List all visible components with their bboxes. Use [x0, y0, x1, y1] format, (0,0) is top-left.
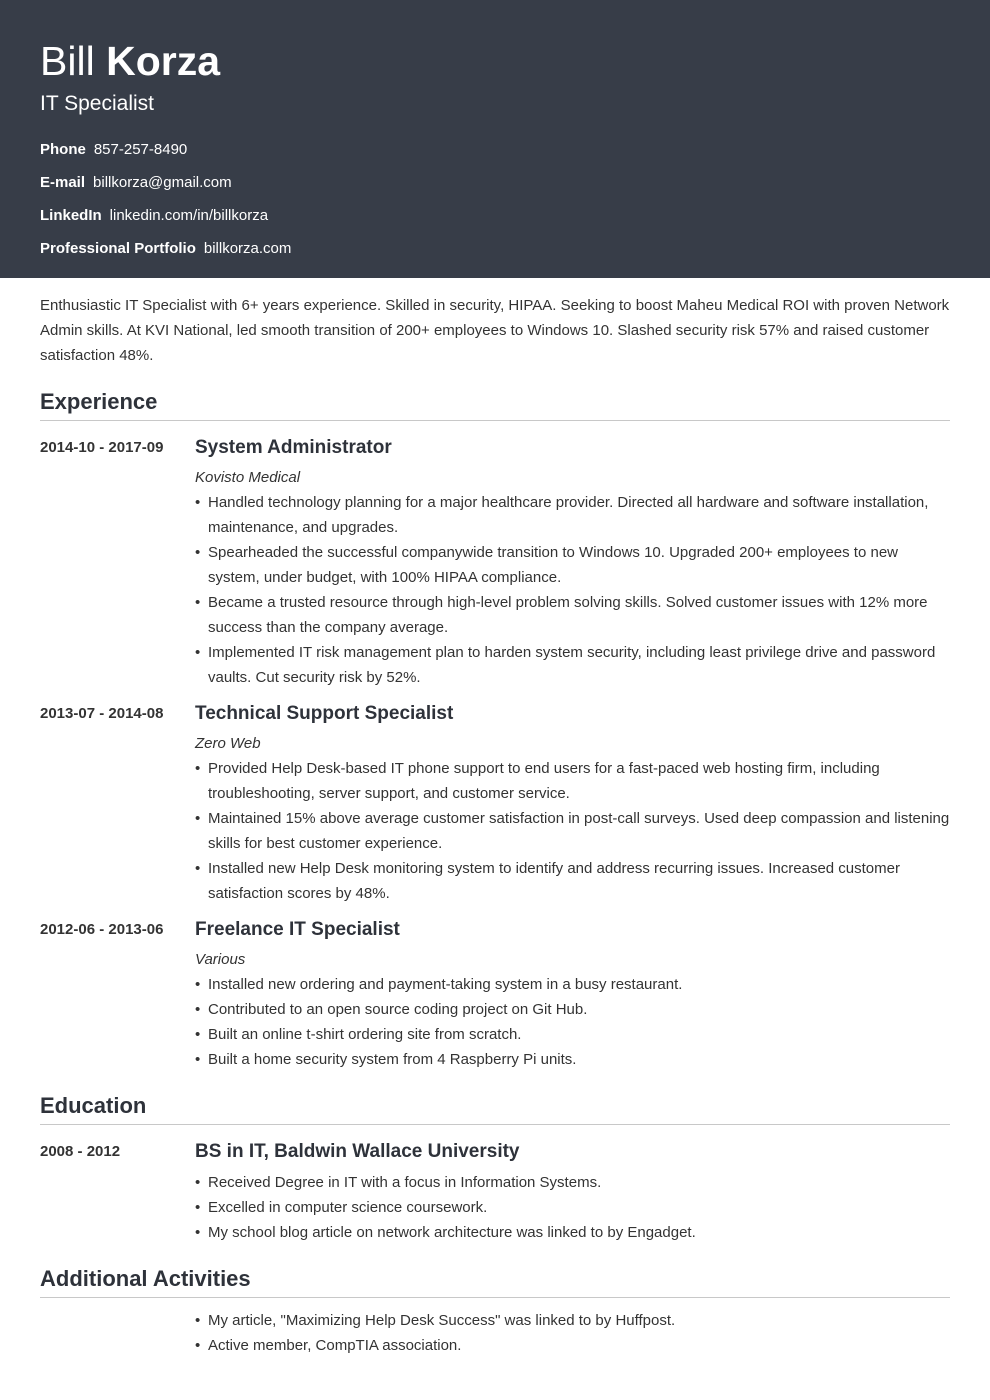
education-bullets — [195, 1170, 950, 1245]
job-entry — [40, 434, 950, 690]
contact-label: Phone — [40, 141, 86, 158]
contact-linkedin — [40, 199, 950, 232]
job-dates: 2012-06 - 2013-06 — [40, 921, 164, 938]
job-dates: 2013-07 - 2014-08 — [40, 705, 164, 722]
list-item: • Installed new Help Desk monitoring system to identify and address recurring issues. Increased customer satisfaction scores by 48%. — [195, 856, 950, 906]
contact-list — [40, 133, 950, 265]
job-role: System Administrator — [195, 437, 392, 458]
list-item: • My article, "Maximizing Help Desk Success" was linked to by Huffpost. — [195, 1308, 950, 1333]
contact-label: E-mail — [40, 174, 86, 191]
list-item: • Excelled in computer science coursework. — [195, 1195, 950, 1220]
list-item: • Received Degree in IT with a focus in Information Systems. — [195, 1170, 950, 1195]
contact-value[interactable]: billkorza@gmail.com — [93, 174, 232, 191]
list-item: • Became a trusted resource through high-level problem solving skills. Solved customer issues with 12% more success than the company average. — [195, 590, 950, 640]
job-bullets — [195, 756, 950, 906]
list-item: • Implemented IT risk management plan to harden system security, including least privilege drive and password vaults. Cut security risk by 52%. — [195, 640, 950, 690]
list-item: • Built a home security system from 4 Raspberry Pi units. — [195, 1047, 950, 1072]
section-heading: Additional Activities — [40, 1265, 950, 1298]
last-name: Korza — [106, 38, 221, 84]
activities-bullets — [195, 1308, 950, 1358]
contact-label: LinkedIn — [40, 207, 102, 224]
list-item: • Spearheaded the successful companywide transition to Windows 10. Upgraded 200+ employees to new system, under budget, with 100% HIPAA compliance. — [195, 540, 950, 590]
resume-header — [0, 0, 990, 278]
job-entry — [40, 916, 950, 1072]
contact-label: Professional Portfolio — [40, 240, 196, 257]
job-role: Freelance IT Specialist — [195, 919, 400, 940]
job-org: Kovisto Medical — [195, 469, 301, 486]
job-role: Technical Support Specialist — [195, 703, 454, 724]
summary: Enthusiastic IT Specialist with 6+ years experience. Skilled in security, HIPAA. Seeking to boost Maheu Medical ROI with proven Network Admin skills. At KVI National, led smooth transition of 200+ employees to Windows 10. Slashed security risk 57% and raised customer satisfaction 48%. — [40, 297, 950, 364]
job-bullets — [195, 972, 950, 1072]
job-org: Zero Web — [195, 735, 261, 752]
section-heading: Experience — [40, 388, 950, 421]
contact-value[interactable]: 857-257-8490 — [93, 141, 188, 158]
resume-body — [0, 293, 990, 1358]
activities-section — [40, 1265, 950, 1358]
education-degree: BS in IT, Baldwin Wallace University — [195, 1141, 520, 1162]
list-item: • Built an online t-shirt ordering site from scratch. — [195, 1022, 950, 1047]
education-section — [40, 1092, 950, 1245]
list-item: • Maintained 15% above average customer satisfaction in post-call surveys. Used deep compassion and listening skills for best customer experience. — [195, 806, 950, 856]
job-dates: 2014-10 - 2017-09 — [40, 439, 164, 456]
job-org: Various — [195, 951, 246, 968]
job-title: IT Specialist — [40, 92, 154, 115]
contact-value[interactable]: billkorza.com — [203, 240, 292, 257]
section-heading: Education — [40, 1092, 950, 1125]
list-item: • Handled technology planning for a major healthcare provider. Directed all hardware and software installation, maintenance, and upgrades. — [195, 490, 950, 540]
contact-email — [40, 166, 950, 199]
list-item: • Installed new ordering and payment-taking system in a busy restaurant. — [195, 972, 950, 997]
contact-value[interactable]: linkedin.com/in/billkorza — [109, 207, 269, 224]
job-bullets — [195, 490, 950, 690]
experience-section — [40, 388, 950, 1072]
full-name — [40, 38, 950, 84]
list-item: • Active member, CompTIA association. — [195, 1333, 950, 1358]
job-entry — [40, 700, 950, 906]
list-item: • Contributed to an open source coding project on Git Hub. — [195, 997, 950, 1022]
education-entry — [40, 1138, 950, 1245]
contact-phone — [40, 133, 950, 166]
list-item: • My school blog article on network architecture was linked to by Engadget. — [195, 1220, 950, 1245]
first-name: Bill — [40, 38, 95, 84]
contact-portfolio — [40, 232, 950, 265]
education-dates: 2008 - 2012 — [40, 1143, 121, 1160]
list-item: • Provided Help Desk-based IT phone support to end users for a fast-paced web hosting firm, including troubleshooting, server support, and customer service. — [195, 756, 950, 806]
